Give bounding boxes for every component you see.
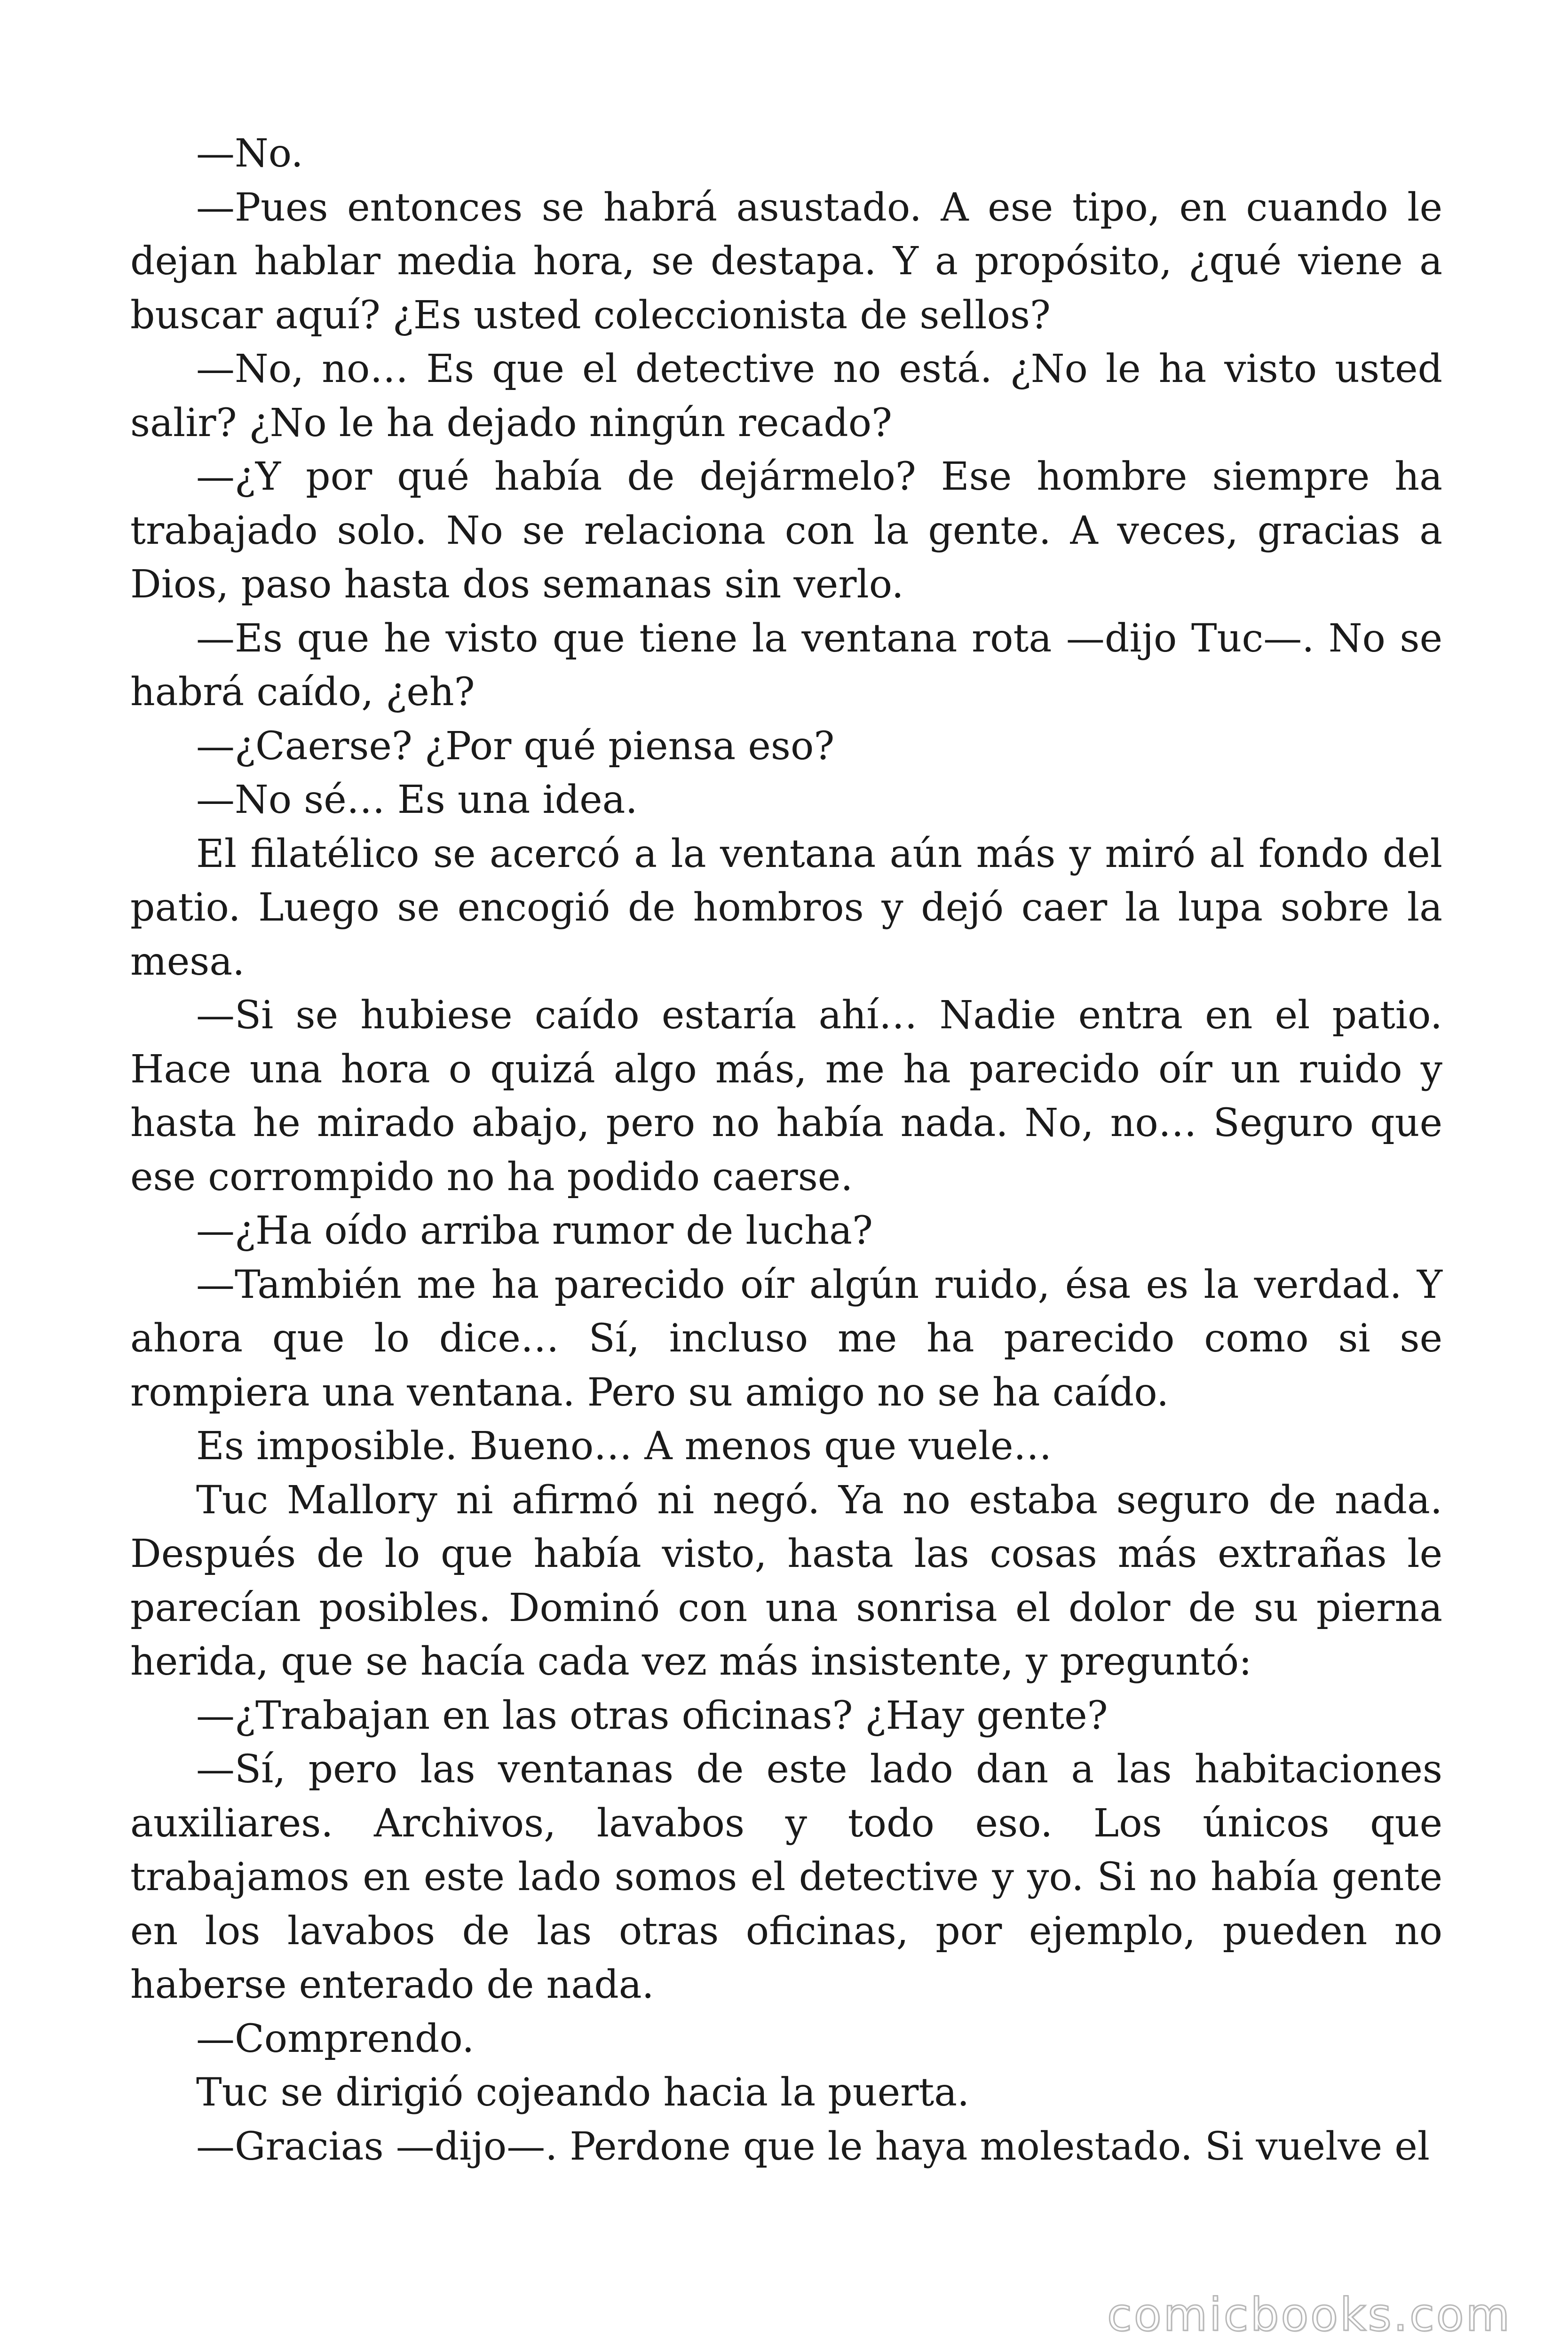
paragraph: —Sí, pero las ventanas de este lado dan a las habitaciones auxiliares. Archivos, lavabos y todo eso. Los únicos que trabajamos en este lado somos el detective y yo. Si no había gente en los lavabos de las otras oficinas, por ejemplo, pueden no haberse enterado de nada. (130, 1747, 1442, 2007)
paragraph: —También me ha parecido oír algún ruido, ésa es la verdad. Y ahora que lo dice… Sí, incluso me ha parecido como si se rompiera una ventana. Pero su amigo no se ha caído. (130, 1262, 1442, 1415)
page-text (130, 127, 1442, 2174)
paragraph: —Es que he visto que tiene la ventana rota —dijo Tuc—. No se habrá caído, ¿eh? (130, 616, 1442, 715)
paragraph: —No, no… Es que el detective no está. ¿No le ha visto usted salir? ¿No le ha dejado ningún recado? (130, 347, 1442, 445)
paragraph: —¿Caerse? ¿Por qué piensa eso? (196, 723, 835, 769)
watermark: comicbooks.com (1107, 2288, 1512, 2341)
paragraph: —Gracias —dijo—. Perdone que le haya molestado. Si vuelve el (196, 2124, 1430, 2169)
paragraph: —No sé… Es una idea. (196, 778, 638, 822)
paragraph: Tuc Mallory ni afirmó ni negó. Ya no estaba seguro de nada. Después de lo que había visto, hasta las cosas más extrañas le parecían posibles. Dominó con una sonrisa el dolor de su pierna herida, que se hacía cada vez más insistente, y preguntó: (130, 1478, 1442, 1684)
paragraph: Tuc se dirigió cojeando hacia la puerta. (196, 2070, 970, 2115)
paragraph: —¿Ha oído arriba rumor de lucha? (196, 1208, 873, 1253)
paragraph: —¿Trabajan en las otras oficinas? ¿Hay gente? (196, 1693, 1108, 1738)
paragraph: —¿Y por qué había de dejármelo? Ese hombre siempre ha trabajado solo. No se relaciona con la gente. A veces, gracias a Dios, paso hasta dos semanas sin verlo. (130, 454, 1442, 607)
paragraph: —No. (196, 131, 303, 176)
paragraph: Es imposible. Bueno… A menos que vuele… (196, 1424, 1052, 1469)
paragraph: —Comprendo. (196, 2016, 475, 2061)
paragraph: —Si se hubiese caído estaría ahí… Nadie entra en el patio. Hace una hora o quizá algo más, me ha parecido oír un ruido y hasta he mirado abajo, pero no había nada. No, no… Seguro que ese corrompido no ha podido caerse. (130, 993, 1442, 1200)
paragraph: —Pues entonces se habrá asustado. A ese tipo, en cuando le dejan hablar media hora, se destapa. Y a propósito, ¿qué viene a buscar aquí? ¿Es usted coleccionista de sellos? (130, 185, 1442, 338)
paragraph: El filatélico se acercó a la ventana aún más y miró al fondo del patio. Luego se encogió de hombros y dejó caer la lupa sobre la mesa. (130, 831, 1442, 984)
